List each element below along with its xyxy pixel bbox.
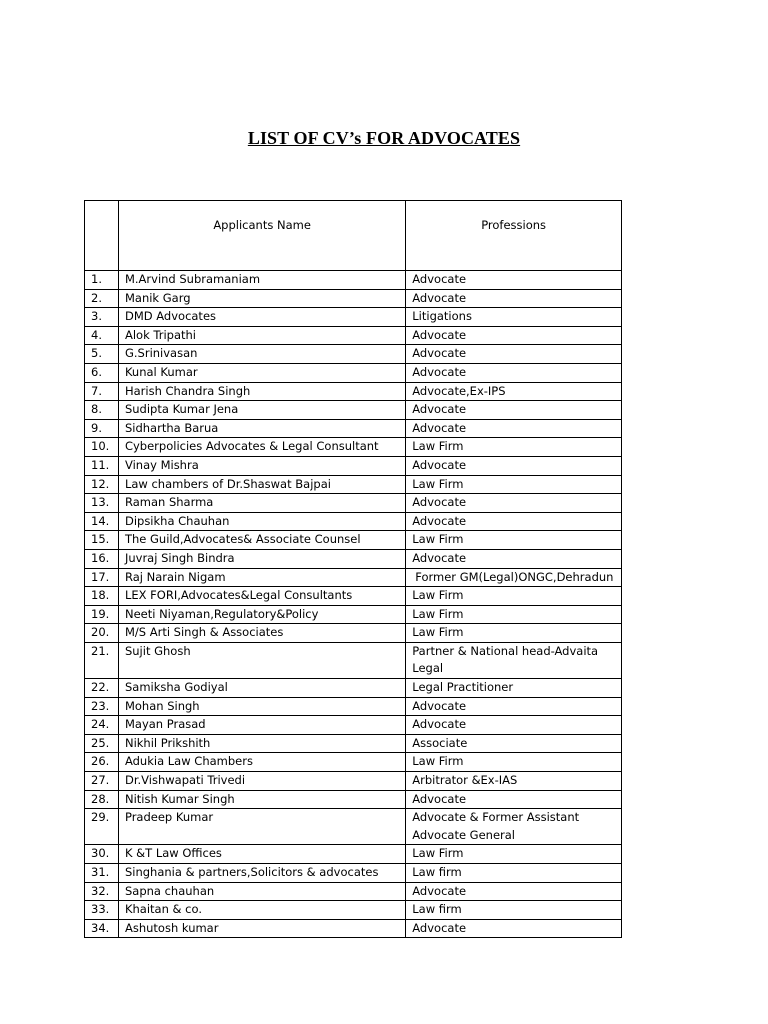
applicant-name: Manik Garg [118,289,405,308]
applicant-name: Singhania & partners,Solicitors & advocates [118,864,405,883]
applicant-name: The Guild,Advocates& Associate Counsel [118,531,405,550]
applicant-profession: Advocate [406,271,622,290]
applicant-name: Sapna chauhan [118,882,405,901]
applicant-profession: Law firm [406,864,622,883]
applicant-name: Nitish Kumar Singh [118,790,405,809]
applicant-name: LEX FORI,Advocates&Legal Consultants [118,587,405,606]
row-number: 34. [85,919,119,938]
row-number: 22. [85,679,119,698]
row-number: 18. [85,587,119,606]
table-row [85,271,622,290]
row-number: 13. [85,494,119,513]
applicant-profession: Legal Practitioner [406,679,622,698]
applicant-profession: Associate [406,734,622,753]
column-header-profession: Professions [406,201,622,271]
applicant-profession: Advocate [406,512,622,531]
table-row [85,587,622,606]
applicant-profession: Law Firm [406,605,622,624]
row-number: 1. [85,271,119,290]
page-title: LIST OF CV’s FOR ADVOCATES [247,128,521,148]
applicant-profession: Law Firm [406,438,622,457]
applicant-name: Sujit Ghosh [118,642,405,678]
table-row [85,697,622,716]
applicant-name: Dr.Vishwapati Trivedi [118,772,405,791]
table-row [85,289,622,308]
row-number: 20. [85,624,119,643]
applicant-name: Neeti Niyaman,Regulatory&Policy [118,605,405,624]
applicant-name: G.Srinivasan [118,345,405,364]
applicant-profession: Advocate [406,345,622,364]
applicant-name: Mohan Singh [118,697,405,716]
applicant-name: Ashutosh kumar [118,919,405,938]
applicant-profession: Advocate [406,549,622,568]
applicant-name: K &T Law Offices [118,845,405,864]
applicant-name: Dipsikha Chauhan [118,512,405,531]
applicant-profession: Partner & National head-Advaita Legal [406,642,622,678]
applicant-name: Adukia Law Chambers [118,753,405,772]
cv-list-table [84,200,622,938]
applicant-name: Raj Narain Nigam [118,568,405,587]
table-row [85,864,622,883]
table-row [85,326,622,345]
applicant-name: Sudipta Kumar Jena [118,401,405,420]
row-number: 25. [85,734,119,753]
table-row [85,734,622,753]
applicant-profession: Law Firm [406,587,622,606]
applicant-profession: Advocate [406,456,622,475]
table-row [85,753,622,772]
table-row [85,363,622,382]
row-number: 2. [85,289,119,308]
row-number: 27. [85,772,119,791]
row-number: 11. [85,456,119,475]
table-row [85,624,622,643]
applicant-name: M.Arvind Subramaniam [118,271,405,290]
applicant-name: Samiksha Godiyal [118,679,405,698]
table-row [85,679,622,698]
row-number: 3. [85,308,119,327]
applicant-profession: Advocate & Former Assistant Advocate General [406,809,622,845]
applicant-profession: Advocate [406,882,622,901]
table-row [85,308,622,327]
row-number: 8. [85,401,119,420]
column-header-number [85,201,119,271]
row-number: 5. [85,345,119,364]
row-number: 6. [85,363,119,382]
table-row [85,512,622,531]
applicant-profession: Law Firm [406,624,622,643]
applicant-profession: Advocate [406,716,622,735]
applicant-profession: Advocate [406,363,622,382]
table-row [85,456,622,475]
row-number: 28. [85,790,119,809]
applicant-name: Sidhartha Barua [118,419,405,438]
applicant-profession: Law Firm [406,753,622,772]
table-row [85,605,622,624]
row-number: 14. [85,512,119,531]
applicant-name: DMD Advocates [118,308,405,327]
row-number: 17. [85,568,119,587]
table-row [85,494,622,513]
applicant-profession: Litigations [406,308,622,327]
table-row [85,716,622,735]
table-row [85,790,622,809]
applicant-name: Pradeep Kumar [118,809,405,845]
column-header-applicant-name: Applicants Name [118,201,405,271]
row-number: 23. [85,697,119,716]
applicant-name: Mayan Prasad [118,716,405,735]
table-row [85,438,622,457]
table-row [85,382,622,401]
row-number: 4. [85,326,119,345]
table-row [85,809,622,845]
applicant-profession: Law Firm [406,845,622,864]
applicant-name: M/S Arti Singh & Associates [118,624,405,643]
applicant-profession: Advocate [406,401,622,420]
row-number: 31. [85,864,119,883]
applicant-profession: Former GM(Legal)ONGC,Dehradun [406,568,622,587]
row-number: 16. [85,549,119,568]
row-number: 7. [85,382,119,401]
table-row [85,401,622,420]
row-number: 21. [85,642,119,678]
applicant-name: Law chambers of Dr.Shaswat Bajpai [118,475,405,494]
applicant-name: Khaitan & co. [118,901,405,920]
table-row [85,549,622,568]
table-row [85,845,622,864]
applicant-profession: Law firm [406,901,622,920]
table-row [85,901,622,920]
table-row [85,419,622,438]
row-number: 19. [85,605,119,624]
applicant-name: Vinay Mishra [118,456,405,475]
applicant-profession: Advocate [406,697,622,716]
applicant-profession: Law Firm [406,531,622,550]
row-number: 15. [85,531,119,550]
table-header-row [85,201,622,271]
applicant-profession: Advocate,Ex-IPS [406,382,622,401]
row-number: 24. [85,716,119,735]
applicant-profession: Arbitrator &Ex-IAS [406,772,622,791]
applicant-name: Raman Sharma [118,494,405,513]
table-row [85,475,622,494]
row-number: 9. [85,419,119,438]
table-row [85,919,622,938]
table-row [85,642,622,678]
applicant-profession: Advocate [406,790,622,809]
row-number: 29. [85,809,119,845]
row-number: 10. [85,438,119,457]
applicant-name: Cyberpolicies Advocates & Legal Consultant [118,438,405,457]
applicant-name: Alok Tripathi [118,326,405,345]
table-row [85,531,622,550]
table-body [85,271,622,938]
applicant-profession: Advocate [406,494,622,513]
table-row [85,568,622,587]
applicant-name: Kunal Kumar [118,363,405,382]
applicant-profession: Law Firm [406,475,622,494]
row-number: 12. [85,475,119,494]
applicant-profession: Advocate [406,289,622,308]
row-number: 26. [85,753,119,772]
applicant-profession: Advocate [406,419,622,438]
applicant-name: Juvraj Singh Bindra [118,549,405,568]
applicant-profession: Advocate [406,919,622,938]
table-row [85,345,622,364]
applicant-name: Harish Chandra Singh [118,382,405,401]
applicant-name: Nikhil Prikshith [118,734,405,753]
row-number: 32. [85,882,119,901]
row-number: 30. [85,845,119,864]
table-row [85,772,622,791]
table-row [85,882,622,901]
row-number: 33. [85,901,119,920]
applicant-profession: Advocate [406,326,622,345]
